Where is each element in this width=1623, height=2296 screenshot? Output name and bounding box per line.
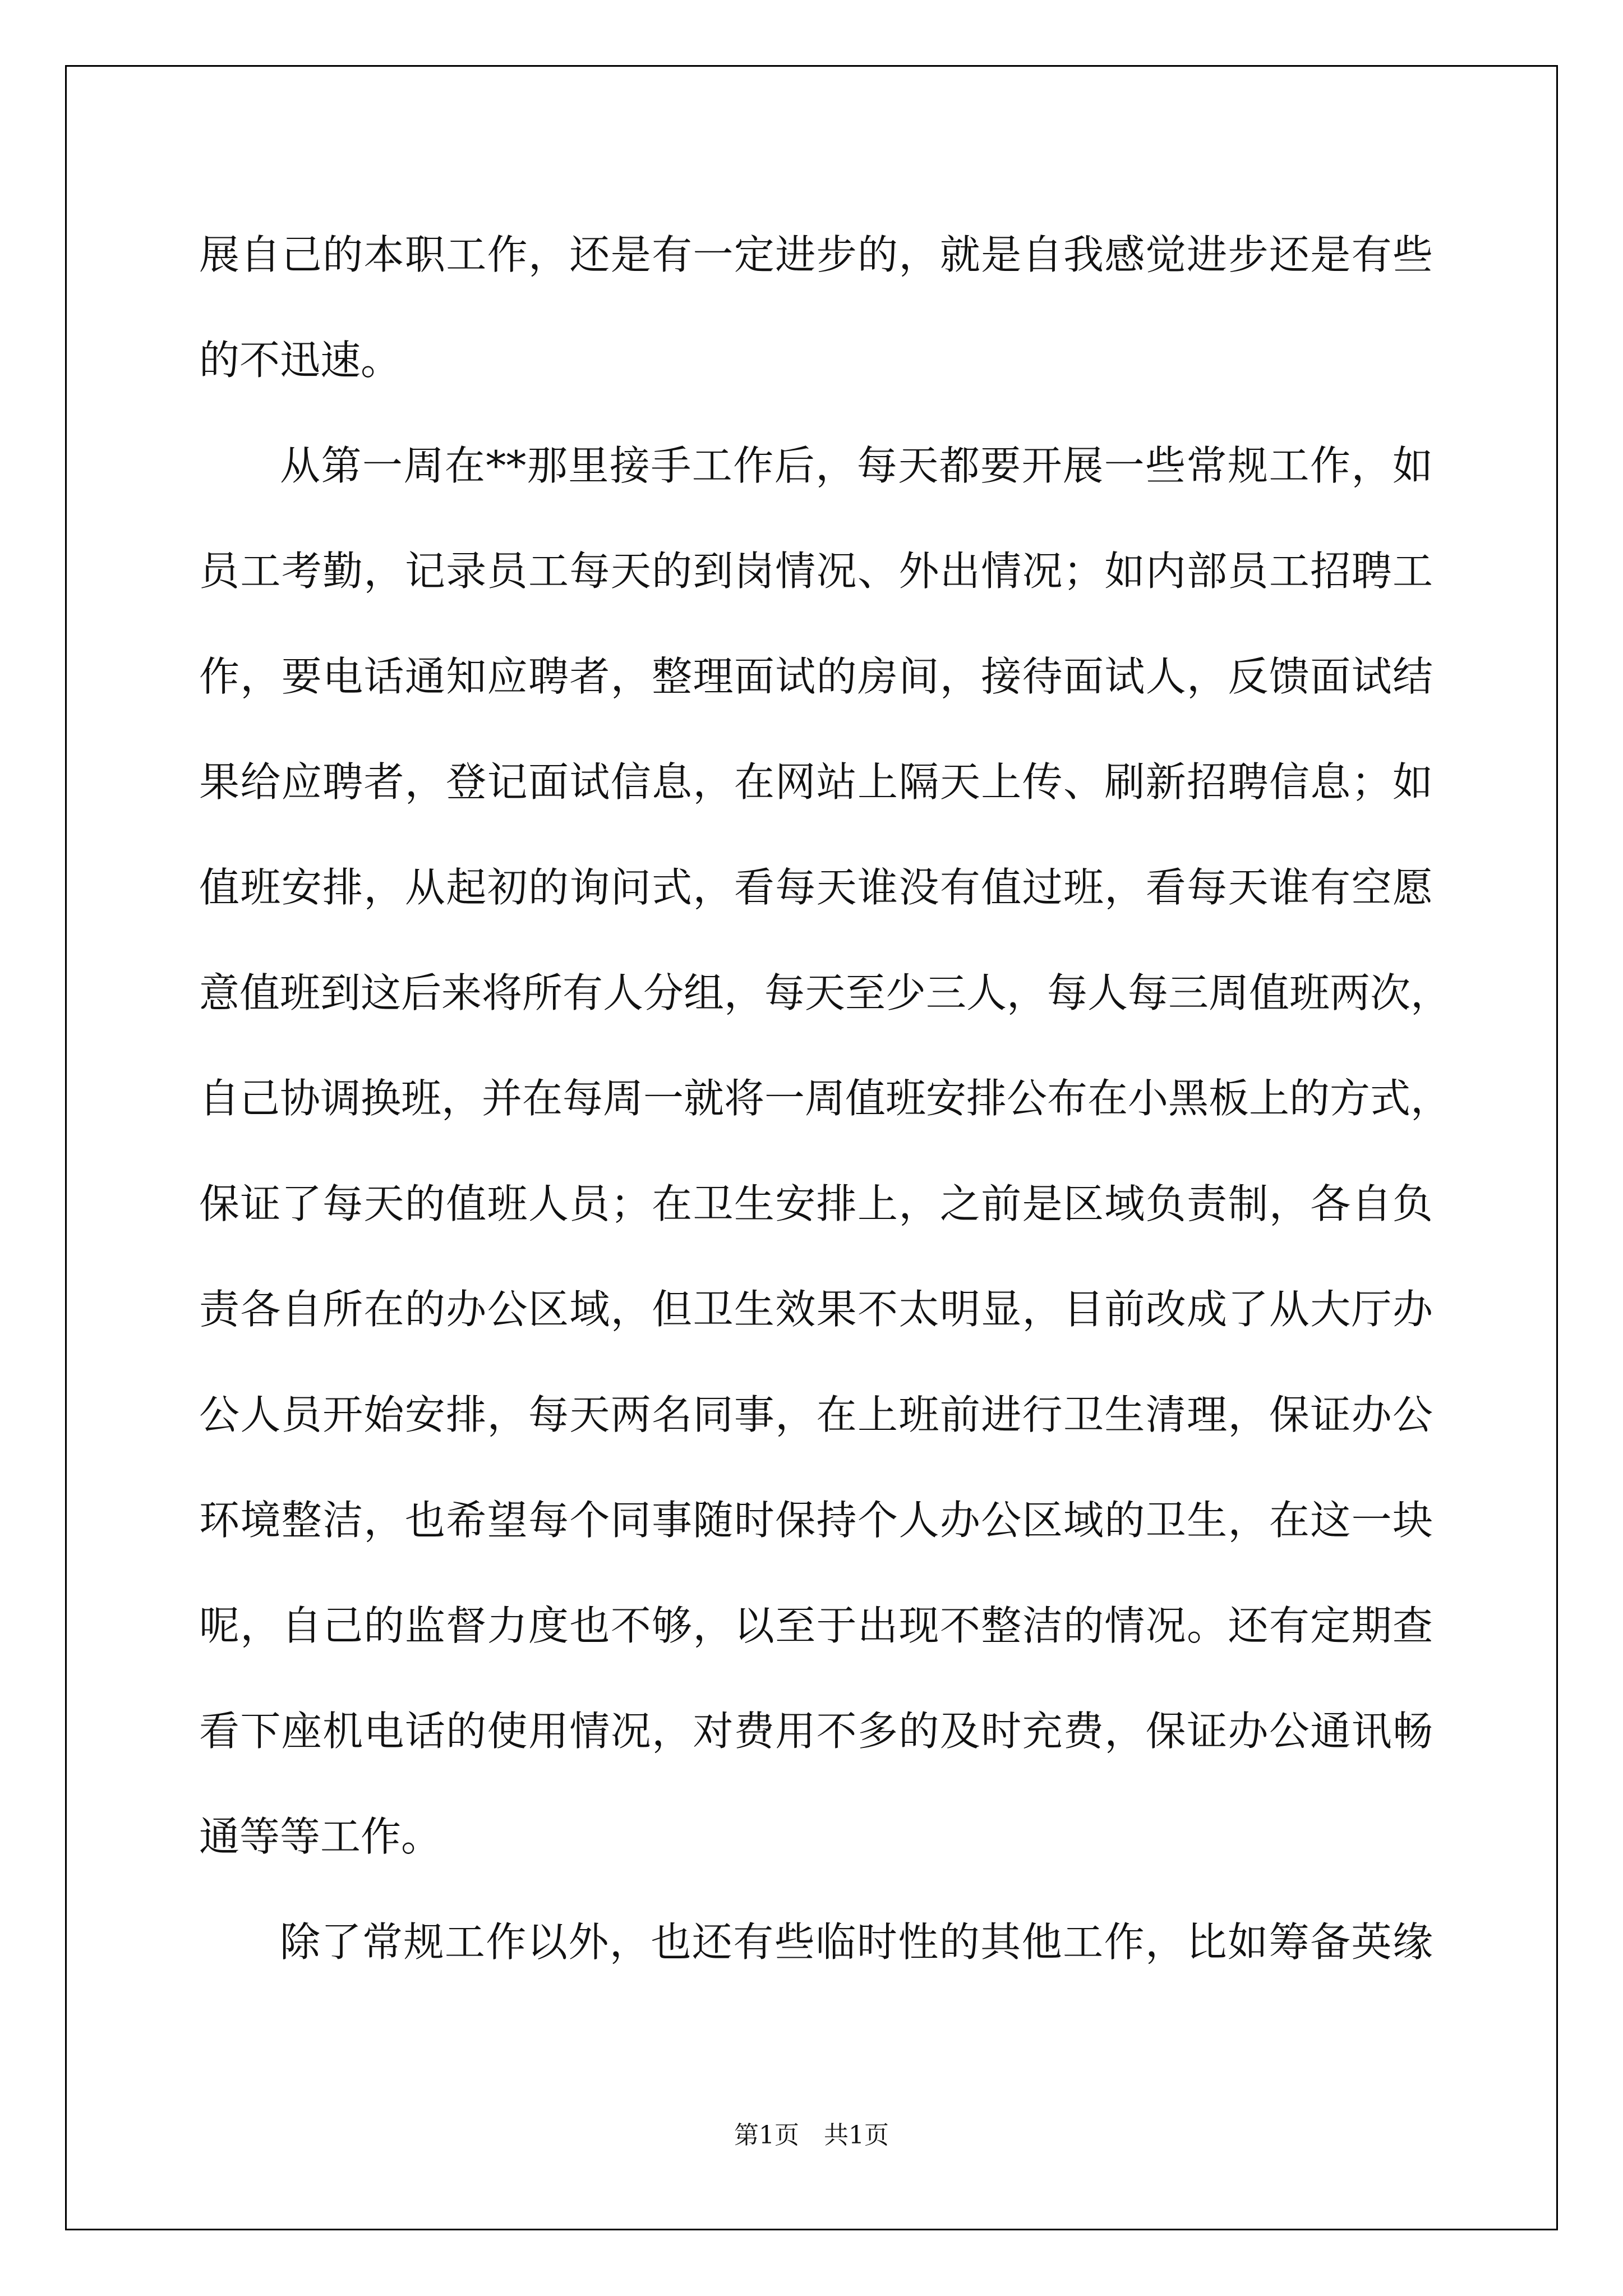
page-number: 第1页 bbox=[734, 2121, 799, 2150]
page-footer bbox=[0, 2115, 1623, 2151]
text-line: 值班安排，从起初的询问式，看每天谁没有值过班，看每天谁有空愿 bbox=[199, 864, 1433, 911]
document-body bbox=[199, 202, 1451, 1995]
text-line: 环境整洁，也希望每个同事随时保持个人办公区域的卫生，在这一块 bbox=[199, 1497, 1433, 1544]
page-total: 共1页 bbox=[824, 2121, 889, 2150]
text-line: 展自己的本职工作，还是有一定进步的，就是自我感觉进步还是有些 bbox=[199, 231, 1433, 278]
paragraph-first-line: 从第一周在**那里接手工作后，每天都要开展一些常规工作，如 bbox=[280, 442, 1433, 489]
text-line: 果给应聘者，登记面试信息，在网站上隔天上传、刷新招聘信息；如 bbox=[199, 758, 1433, 806]
paragraph-first-line: 除了常规工作以外，也还有些临时性的其他工作，比如筹备英缘 bbox=[280, 1918, 1433, 1966]
text-line: 公人员开始安排，每天两名同事，在上班前进行卫生清理，保证办公 bbox=[199, 1391, 1433, 1438]
text-line: 员工考勤，记录员工每天的到岗情况、外出情况；如内部员工招聘工 bbox=[199, 547, 1433, 595]
text-line: 通等等工作。 bbox=[199, 1813, 442, 1860]
text-line: 自己协调换班，并在每周一就将一周值班安排公布在小黑板上的方式， bbox=[199, 1075, 1451, 1122]
text-line: 看下座机电话的使用情况，对费用不多的及时充费，保证办公通讯畅 bbox=[199, 1708, 1433, 1755]
text-line: 保证了每天的值班人员；在卫生安排上，之前是区域负责制，各自负 bbox=[199, 1180, 1433, 1227]
text-line: 责各自所在的办公区域，但卫生效果不太明显，目前改成了从大厅办 bbox=[199, 1286, 1433, 1333]
text-line: 作，要电话通知应聘者，整理面试的房间，接待面试人，反馈面试结 bbox=[199, 653, 1433, 700]
text-line: 的不迅速。 bbox=[199, 337, 402, 384]
text-line: 意值班到这后来将所有人分组，每天至少三人，每人每三周值班两次， bbox=[199, 969, 1451, 1016]
text-line: 呢，自己的监督力度也不够，以至于出现不整洁的情况。还有定期查 bbox=[199, 1602, 1433, 1649]
